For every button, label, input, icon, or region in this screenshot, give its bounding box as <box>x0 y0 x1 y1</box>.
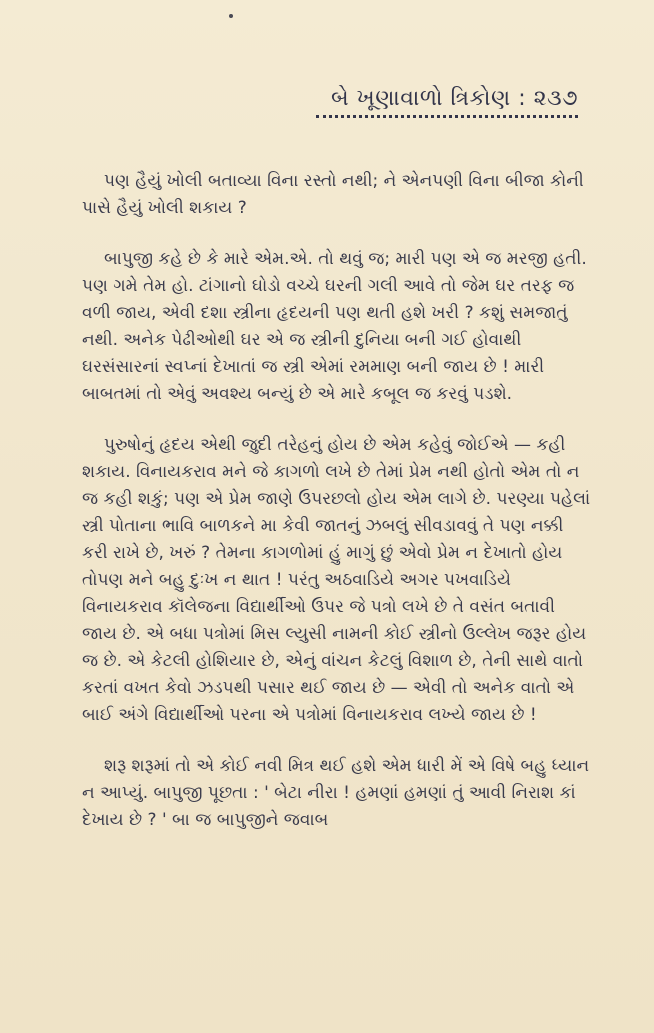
paragraph-1: પણ હૈયું ખોલી બતાવ્યા વિના રસ્તો નથી; ને એનપણી વિના બીજા કોની પાસે હૈયું ખોલી શકાય ? <box>82 171 584 218</box>
running-title: બે ખૂણાવાળો ત્રિકોણ : ૨૩૭ <box>330 86 578 111</box>
paragraph-2: બાપુજી કહે છે કે મારે એમ.એ. તો થવું જ; મારી પણ એ જ મરજી હતી. પણ ગમે તેમ હો. ટાંગાનો ઘોડો વચ્ચે ઘરની ગલી આવે તો જેમ ઘર તરફ જ વળી જાય, એવી દશા સ્ત્રીના હૃદયની પણ થતી હશે ખરી ? કશું સમજાતું નથી. અનેક પેઢીઓથી ઘર એ જ સ્ત્રીની દુનિયા બની ગઈ હોવાથી ઘરસંસારનાં સ્વપ્નાં દેખાતાં જ સ્ત્રી એમાં રમમાણ બની જાય છે ! મારી બાબતમાં તો એવું અવશ્ય બન્યું છે એ મારે કબૂલ જ કરવું પડશે. <box>82 249 587 404</box>
ink-speck <box>229 14 233 18</box>
paragraph-3: પુરુષોનું હૃદય એથી જુદી તરેહનું હોય છે એમ કહેવું જોઈએ — કહી શકાય. વિનાયકરાવ મને જે કાગળો લખે છે તેમાં પ્રેમ નથી હોતો એમ તો ન જ કહી શકું; પણ એ પ્રેમ જાણે ઉપરછલો હોય એમ લાગે છે. પરણ્યા પહેલાં સ્ત્રી પોતાના ભાવિ બાળકને મા કેવી જાતનું ઝબલું સીવડાવવું તે પણ નક્કી કરી રાખે છે, ખરું ? તેમના કાગળોમાં હું માગું છું એવો પ્રેમ ન દેખાતો હોય તોપણ મને બહુ દુઃખ ન થાત ! પરંતુ અઠવાડિયે અગર પખવાડિયે વિનાયકરાવ કૉલેજના વિદ્યાર્થીઓ ઉપર જે પત્રો લખે છે તે વસંત બતાવી જાય છે. એ બધા પત્રોમાં મિસ લ્યુસી નામની કોઈ સ્ત્રીનો ઉલ્લેખ જરૂર હોય જ છે. એ કેટલી હોશિયાર છે, એનું વાંચન કેટલું વિશાળ છે, તેની સાથે વાતો કરતાં વખત કેવો ઝડપથી પસાર થઈ જાય છે — એવી તો અનેક વાતો એ બાઈ અંગે વિદ્યાર્થીઓ પરના એ પત્રોમાં વિનાયકરાવ લખ્યે જાય છે ! <box>82 435 591 725</box>
page-body <box>82 168 594 834</box>
running-header <box>316 86 578 118</box>
paragraph-4: શરૂ શરૂમાં તો એ કોઈ નવી મિત્ર થઈ હશે એમ ધારી મેં એ વિષે બહુ ધ્યાન ન આપ્યું. બાપુજી પૂછતા : ' બેટા નીરા ! હમણાં હમણાં તું આવી નિરાશ કાં દેખાય છે ? ' બા જ બાપુજીને જવાબ <box>82 756 590 830</box>
header-dotted-rule <box>316 115 578 118</box>
